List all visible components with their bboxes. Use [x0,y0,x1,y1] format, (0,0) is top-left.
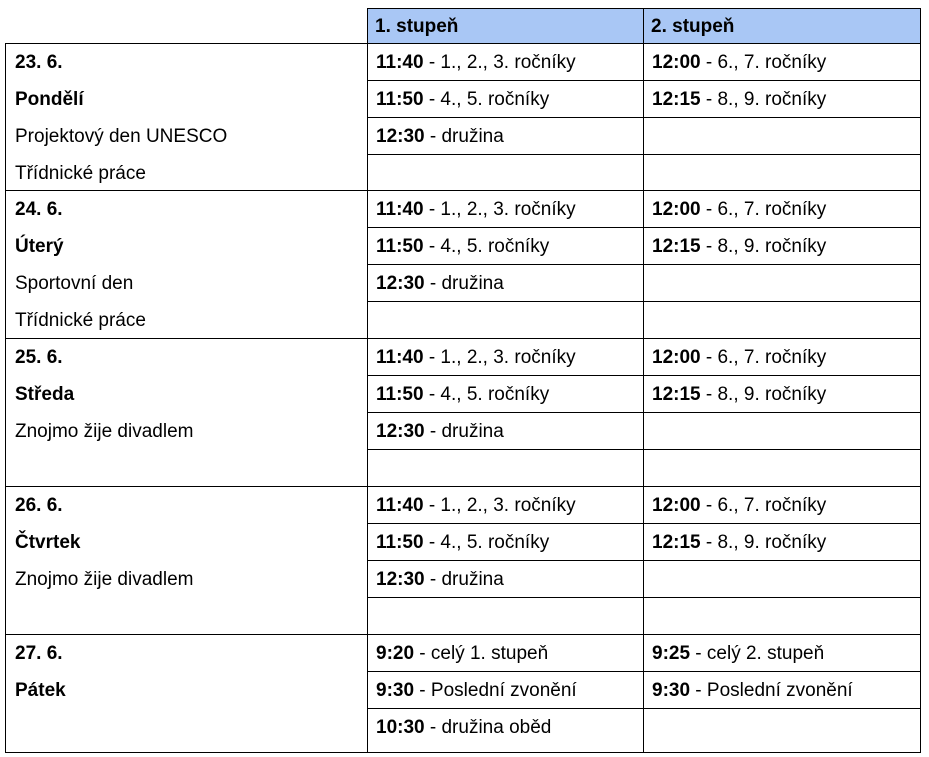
entry-time: 12:30 [376,273,425,294]
schedule-entry [644,339,920,376]
schedule-entry [644,709,920,746]
schedule-entry [644,81,920,118]
entry-text: - 4., 5. ročníky [423,89,550,110]
entry-time: 12:00 [652,199,701,220]
entry-text: - družina [424,421,504,442]
day-date: 27. 6. [15,643,63,664]
day-info-cell [5,635,368,752]
entry-text: - 1., 2., 3. ročníky [423,199,576,220]
entry-time: 11:50 [376,532,424,553]
entry-time: 11:40 [376,52,424,73]
schedule-entry [644,155,920,192]
first-level-cell [368,487,644,634]
schedule-entry [368,376,643,413]
entry-text: - 8., 9. ročníky [700,89,827,110]
day-weekday: Středa [15,384,75,405]
schedule-entry [644,302,920,339]
entry-text: - 1., 2., 3. ročníky [423,495,576,516]
day-date: 26. 6. [15,495,63,516]
day-date: 23. 6. [15,52,63,73]
day-note: Třídnické práce [15,163,146,184]
day-note: Znojmo žije divadlem [15,569,194,590]
second-level-cell [644,339,921,486]
day-date: 24. 6. [15,199,63,220]
schedule-entry [644,561,920,598]
entry-text: - 4., 5. ročníky [423,532,550,553]
schedule-entry [644,524,920,561]
first-level-cell [368,339,644,486]
schedule-entry [368,598,643,635]
entry-time: 11:50 [376,236,424,257]
entry-time: 9:25 [652,643,691,664]
entry-text: - celý 2. stupeň [690,643,825,664]
entry-time: 12:30 [376,569,425,590]
day-weekday: Úterý [15,236,64,257]
entry-text: - 8., 9. ročníky [700,384,827,405]
entry-time: 12:00 [652,52,701,73]
schedule-entry [368,450,643,487]
schedule-entry [644,265,920,302]
first-level-cell [368,191,644,338]
schedule-entry [368,487,643,524]
day-weekday: Čtvrtek [15,532,81,553]
entry-time: 10:30 [376,717,425,738]
day-note [6,598,367,635]
day-note: Znojmo žije divadlem [15,421,194,442]
schedule-entry [644,598,920,635]
day-info-cell [5,487,368,634]
header-first-level: 1. stupeň [368,8,644,44]
schedule-entry [368,118,643,155]
day-info-cell [5,44,368,190]
entry-time: 12:15 [652,532,701,553]
entry-text: - družina [424,569,504,590]
entry-time: 12:00 [652,347,701,368]
entry-time: 11:50 [376,384,424,405]
day-row [5,43,921,191]
entry-time: 12:15 [652,89,701,110]
entry-text: - družina [424,273,504,294]
schedule-entry [644,635,920,672]
entry-text: - 6., 7. ročníky [700,199,827,220]
second-level-cell [644,635,921,752]
schedule-entry [644,228,920,265]
schedule-entry [644,450,920,487]
entry-time: 12:30 [376,126,425,147]
entry-time: 9:30 [376,680,415,701]
day-row [5,487,921,635]
schedule-entry [368,413,643,450]
day-row [5,339,921,487]
schedule-entry [644,672,920,709]
entry-time: 9:20 [376,643,415,664]
schedule-entry [644,413,920,450]
entry-text: - 1., 2., 3. ročníky [423,347,576,368]
schedule-entry [368,561,643,598]
day-note: Sportovní den [15,273,134,294]
schedule-entry [368,524,643,561]
schedule-entry [644,44,920,81]
day-weekday: Pondělí [15,89,84,110]
first-level-cell [368,44,644,190]
entry-text: - 1., 2., 3. ročníky [423,52,576,73]
entry-text: - 6., 7. ročníky [700,52,827,73]
entry-text: - 8., 9. ročníky [700,236,827,257]
day-weekday: Pátek [15,680,66,701]
second-level-cell [644,44,921,190]
entry-time: 9:30 [652,680,691,701]
day-row [5,635,921,753]
schedule-entry [368,44,643,81]
schedule-table [5,43,921,753]
entry-text: - družina [424,126,504,147]
day-note [6,450,367,487]
day-info-cell [5,339,368,486]
day-row [5,191,921,339]
schedule-entry [368,265,643,302]
table-header-row [5,8,921,44]
schedule-entry [368,228,643,265]
entry-text: - družina oběd [424,717,552,738]
schedule-entry [368,191,643,228]
entry-text: - 6., 7. ročníky [700,347,827,368]
entry-time: 11:40 [376,495,424,516]
schedule-entry [368,155,643,192]
header-second-level: 2. stupeň [644,8,921,44]
entry-time: 11:40 [376,347,424,368]
entry-text: - celý 1. stupeň [414,643,549,664]
schedule-entry [368,81,643,118]
entry-time: 11:40 [376,199,424,220]
schedule-entry [644,487,920,524]
day-note: Projektový den UNESCO [15,126,228,147]
entry-text: - 4., 5. ročníky [423,236,550,257]
schedule-entry [368,672,643,709]
entry-text: - 6., 7. ročníky [700,495,827,516]
day-date: 25. 6. [15,347,63,368]
second-level-cell [644,191,921,338]
entry-time: 11:50 [376,89,424,110]
schedule-entry [368,709,643,746]
entry-text: - Poslední zvonění [414,680,577,701]
entry-time: 12:15 [652,384,701,405]
header-empty-cell [5,8,368,44]
schedule-entry [644,376,920,413]
entry-time: 12:00 [652,495,701,516]
schedule-entry [368,339,643,376]
schedule-entry [644,118,920,155]
entry-text: - Poslední zvonění [690,680,853,701]
second-level-cell [644,487,921,634]
first-level-cell [368,635,644,752]
schedule-entry [368,302,643,339]
day-info-cell [5,191,368,338]
entry-text: - 4., 5. ročníky [423,384,550,405]
entry-time: 12:15 [652,236,701,257]
entry-time: 12:30 [376,421,425,442]
schedule-entry [644,191,920,228]
entry-text: - 8., 9. ročníky [700,532,827,553]
schedule-entry [368,635,643,672]
day-note: Třídnické práce [15,310,146,331]
